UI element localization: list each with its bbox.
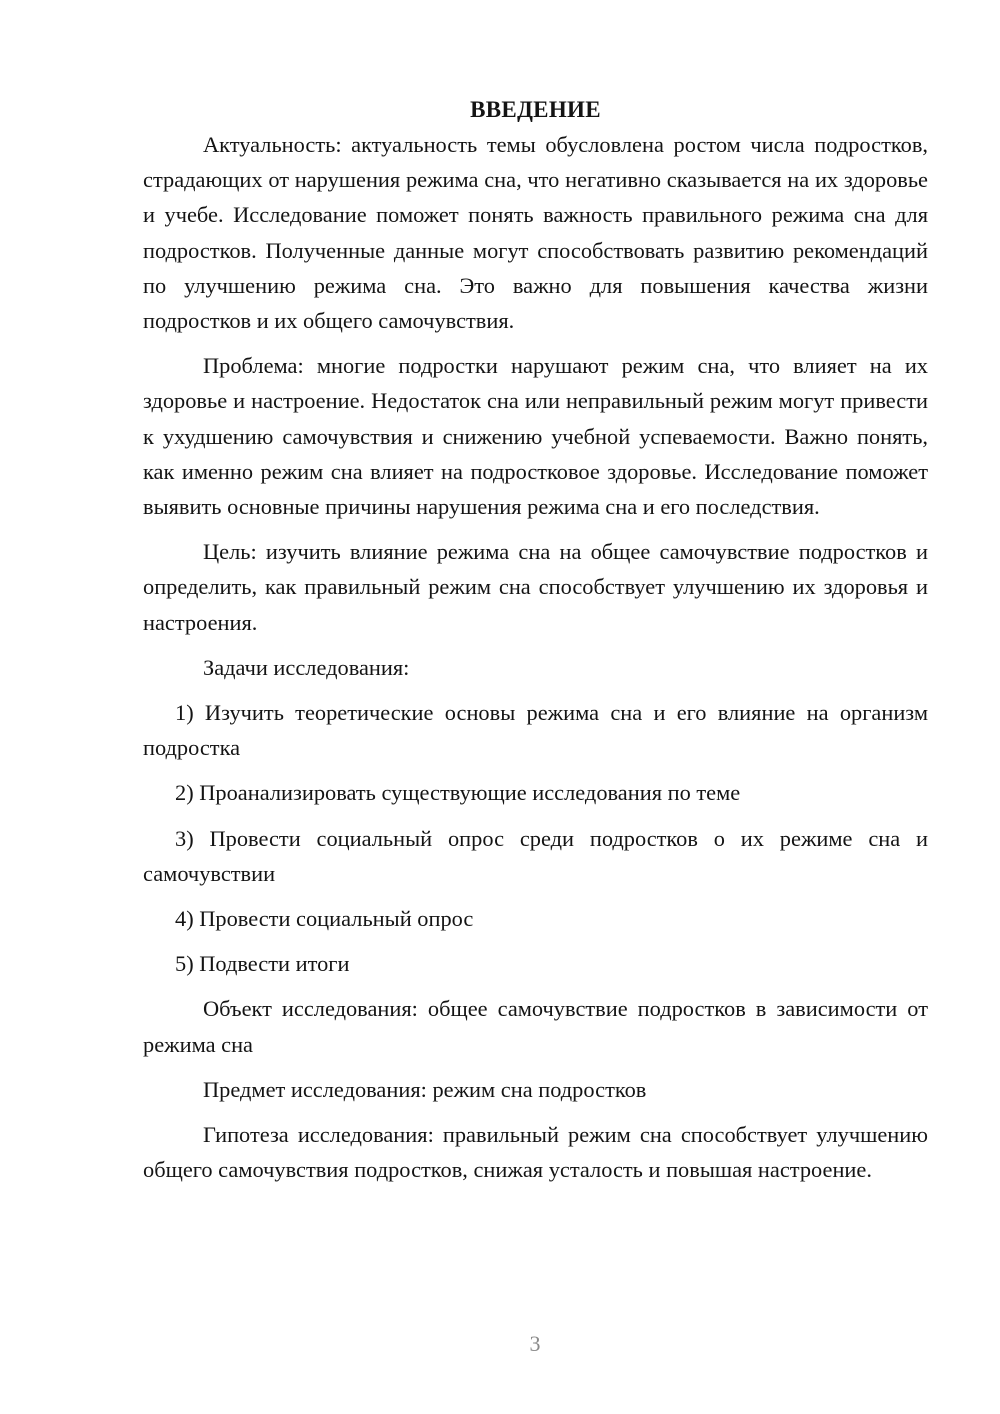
- tasks-heading: Задачи исследования:: [203, 654, 410, 680]
- problem-paragraph: Проблема: многие подростки нарушают режим сна, что влияет на их здоровье и настроение. Недостаток сна или неправильный режим могут привести к ухудшению самочувствия и снижению учебной успеваемости. Важно понять, как именно режим сна влияет на подростковое здоровье. Исследование поможет выявить основные причины нарушения режима сна и его последствия.: [143, 353, 928, 520]
- goal-paragraph: Цель: изучить влияние режима сна на общее самочувствие подростков и определить, как правильный режим сна способствует улучшению их здоровья и настроения.: [143, 539, 928, 635]
- relevance-paragraph: Актуальность: актуальность темы обусловлена ростом числа подростков, страдающих от нарушения режима сна, что негативно сказывается на их здоровье и учебе. Исследование поможет понять важность правильного режима сна для подростков. Полученные данные могут способствовать развитию рекомендаций по улучшению режима сна. Это важно для повышения качества жизни подростков и их общего самочувствия.: [143, 132, 928, 334]
- task-item-2: 2) Проанализировать существующие исследования по теме: [175, 780, 741, 806]
- hypothesis-paragraph: Гипотеза исследования: правильный режим сна способствует улучшению общего самочувствия подростков, снижая усталость и повышая настроение.: [143, 1122, 928, 1183]
- document-page: [143, 92, 928, 1187]
- page-title: ВВЕДЕНИЕ: [470, 97, 601, 122]
- task-item-5: 5) Подвести итоги: [175, 951, 350, 977]
- task-item-4: 4) Провести социальный опрос: [175, 906, 474, 932]
- task-item-1: 1) Изучить теоретические основы режима сна и его влияние на организм подростка: [143, 700, 928, 761]
- object-paragraph: Объект исследования: общее самочувствие подростков в зависимости от режима сна: [143, 996, 928, 1057]
- page-number: 3: [529, 1331, 541, 1356]
- subject-paragraph: Предмет исследования: режим сна подростков: [203, 1076, 647, 1102]
- task-item-3: 3) Провести социальный опрос среди подростков о их режиме сна и самочувствии: [143, 825, 928, 886]
